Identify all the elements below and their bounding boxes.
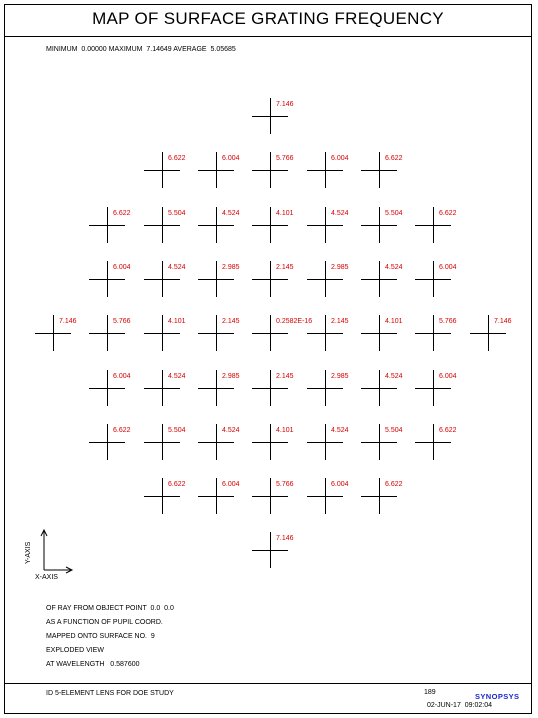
- note-line-1: OF RAY FROM OBJECT POINT 0.0 0.0: [46, 605, 174, 612]
- note-line-3: MAPPED ONTO SURFACE NO. 9: [46, 633, 155, 640]
- average-label: AVERAGE: [173, 46, 207, 53]
- cross-vertical: [325, 261, 326, 297]
- grating-frequency-value: 6.622: [439, 427, 457, 434]
- grating-frequency-value: 5.504: [385, 210, 403, 217]
- grating-frequency-value: 2.145: [222, 318, 240, 325]
- cross-vertical: [162, 424, 163, 460]
- date: 02-JUN-17: [427, 702, 461, 709]
- grating-frequency-value: 4.524: [222, 427, 240, 434]
- grating-frequency-value: 4.524: [385, 264, 403, 271]
- average-value: 5.05685: [210, 46, 236, 53]
- y-axis-label: Y-AXIS: [25, 541, 32, 564]
- grating-frequency-value: 7.146: [276, 101, 294, 108]
- cross-vertical: [107, 207, 108, 243]
- grating-frequency-value: 2.145: [276, 373, 294, 380]
- lens-id: ID 5-ELEMENT LENS FOR DOE STUDY: [46, 690, 174, 697]
- grating-frequency-value: 6.004: [222, 155, 240, 162]
- cross-vertical: [325, 478, 326, 514]
- grating-frequency-value: 4.524: [222, 210, 240, 217]
- title-separator: [4, 36, 532, 37]
- cross-vertical: [270, 261, 271, 297]
- grating-frequency-value: 7.146: [59, 318, 77, 325]
- grating-frequency-value: 5.766: [113, 318, 131, 325]
- grating-frequency-value: 2.145: [276, 264, 294, 271]
- note-line-5: AT WAVELENGTH 0.587600: [46, 661, 140, 668]
- grating-frequency-value: 6.004: [331, 481, 349, 488]
- cross-vertical: [325, 424, 326, 460]
- cross-vertical: [107, 424, 108, 460]
- cross-vertical: [270, 424, 271, 460]
- cross-vertical: [216, 261, 217, 297]
- cross-vertical: [270, 207, 271, 243]
- grating-frequency-value: 5.504: [168, 210, 186, 217]
- grating-frequency-value: 2.145: [331, 318, 349, 325]
- cross-vertical: [488, 315, 489, 351]
- page-number: 189: [424, 689, 436, 696]
- cross-vertical: [433, 261, 434, 297]
- cross-vertical: [216, 370, 217, 406]
- cross-vertical: [270, 532, 271, 568]
- cross-vertical: [162, 315, 163, 351]
- cross-vertical: [216, 315, 217, 351]
- cross-vertical: [379, 207, 380, 243]
- grating-frequency-value: 4.524: [385, 373, 403, 380]
- maximum-value: 7.14649: [146, 46, 172, 53]
- cross-vertical: [270, 478, 271, 514]
- grating-frequency-value: 4.524: [331, 427, 349, 434]
- grating-frequency-value: 4.524: [168, 264, 186, 271]
- cross-vertical: [270, 152, 271, 188]
- grating-frequency-value: 4.524: [331, 210, 349, 217]
- cross-vertical: [162, 370, 163, 406]
- cross-vertical: [379, 152, 380, 188]
- cross-vertical: [433, 424, 434, 460]
- grating-frequency-value: 6.004: [222, 481, 240, 488]
- grating-frequency-value: 0.2582E-16: [276, 318, 313, 325]
- cross-vertical: [325, 315, 326, 351]
- grating-frequency-value: 6.622: [113, 427, 131, 434]
- footer-separator: [4, 683, 532, 684]
- grating-frequency-value: 4.101: [276, 427, 294, 434]
- grating-frequency-value: 5.504: [168, 427, 186, 434]
- cross-vertical: [162, 261, 163, 297]
- note-line-4: EXPLODED VIEW: [46, 647, 104, 654]
- grating-frequency-value: 5.766: [276, 481, 294, 488]
- cross-vertical: [270, 315, 271, 351]
- grating-frequency-value: 6.622: [385, 155, 403, 162]
- cross-vertical: [325, 152, 326, 188]
- grating-frequency-value: 4.101: [276, 210, 294, 217]
- grating-frequency-value: 6.622: [168, 155, 186, 162]
- grating-frequency-value: 6.004: [113, 264, 131, 271]
- cross-vertical: [433, 207, 434, 243]
- cross-vertical: [107, 261, 108, 297]
- grating-frequency-value: 6.622: [113, 210, 131, 217]
- grating-frequency-value: 7.146: [276, 535, 294, 542]
- grating-frequency-value: 5.766: [276, 155, 294, 162]
- minimum-value: 0.00000: [81, 46, 107, 53]
- cross-vertical: [379, 424, 380, 460]
- grating-frequency-value: 6.004: [439, 373, 457, 380]
- grating-frequency-value: 6.622: [168, 481, 186, 488]
- grating-frequency-value: 4.101: [385, 318, 403, 325]
- grating-frequency-value: 2.985: [222, 264, 240, 271]
- grating-frequency-value: 4.101: [168, 318, 186, 325]
- grating-frequency-value: 6.622: [439, 210, 457, 217]
- cross-vertical: [162, 478, 163, 514]
- timestamp: [427, 702, 492, 710]
- grating-frequency-value: 6.004: [331, 155, 349, 162]
- cross-vertical: [107, 315, 108, 351]
- cross-vertical: [107, 370, 108, 406]
- cross-vertical: [325, 370, 326, 406]
- cross-vertical: [53, 315, 54, 351]
- cross-vertical: [270, 370, 271, 406]
- page-title: MAP OF SURFACE GRATING FREQUENCY: [92, 9, 444, 28]
- grating-frequency-value: 5.504: [385, 427, 403, 434]
- note-line-2: AS A FUNCTION OF PUPIL COORD.: [46, 619, 163, 626]
- grating-frequency-value: 2.985: [331, 373, 349, 380]
- synopsys-logo: SYNOPSYS: [475, 692, 520, 701]
- grating-frequency-value: 2.985: [331, 264, 349, 271]
- grating-frequency-value: 5.766: [439, 318, 457, 325]
- statistics-line: [46, 46, 236, 54]
- grating-frequency-value: 2.985: [222, 373, 240, 380]
- grating-frequency-value: 6.622: [385, 481, 403, 488]
- minimum-label: MINIMUM: [46, 46, 78, 53]
- grating-frequency-value: 7.146: [494, 318, 512, 325]
- grating-frequency-value: 6.004: [439, 264, 457, 271]
- cross-vertical: [379, 478, 380, 514]
- cross-vertical: [216, 424, 217, 460]
- cross-vertical: [162, 207, 163, 243]
- cross-vertical: [270, 98, 271, 134]
- time: 09:02:04: [464, 702, 492, 709]
- cross-vertical: [433, 315, 434, 351]
- maximum-label: MAXIMUM: [108, 46, 143, 53]
- cross-vertical: [216, 152, 217, 188]
- cross-vertical: [216, 207, 217, 243]
- cross-vertical: [379, 370, 380, 406]
- cross-vertical: [216, 478, 217, 514]
- x-axis-label: X-AXIS: [35, 574, 58, 581]
- grating-frequency-value: 4.524: [168, 373, 186, 380]
- cross-vertical: [433, 370, 434, 406]
- cross-vertical: [325, 207, 326, 243]
- cross-vertical: [379, 261, 380, 297]
- cross-vertical: [379, 315, 380, 351]
- cross-vertical: [162, 152, 163, 188]
- grating-frequency-value: 6.004: [113, 373, 131, 380]
